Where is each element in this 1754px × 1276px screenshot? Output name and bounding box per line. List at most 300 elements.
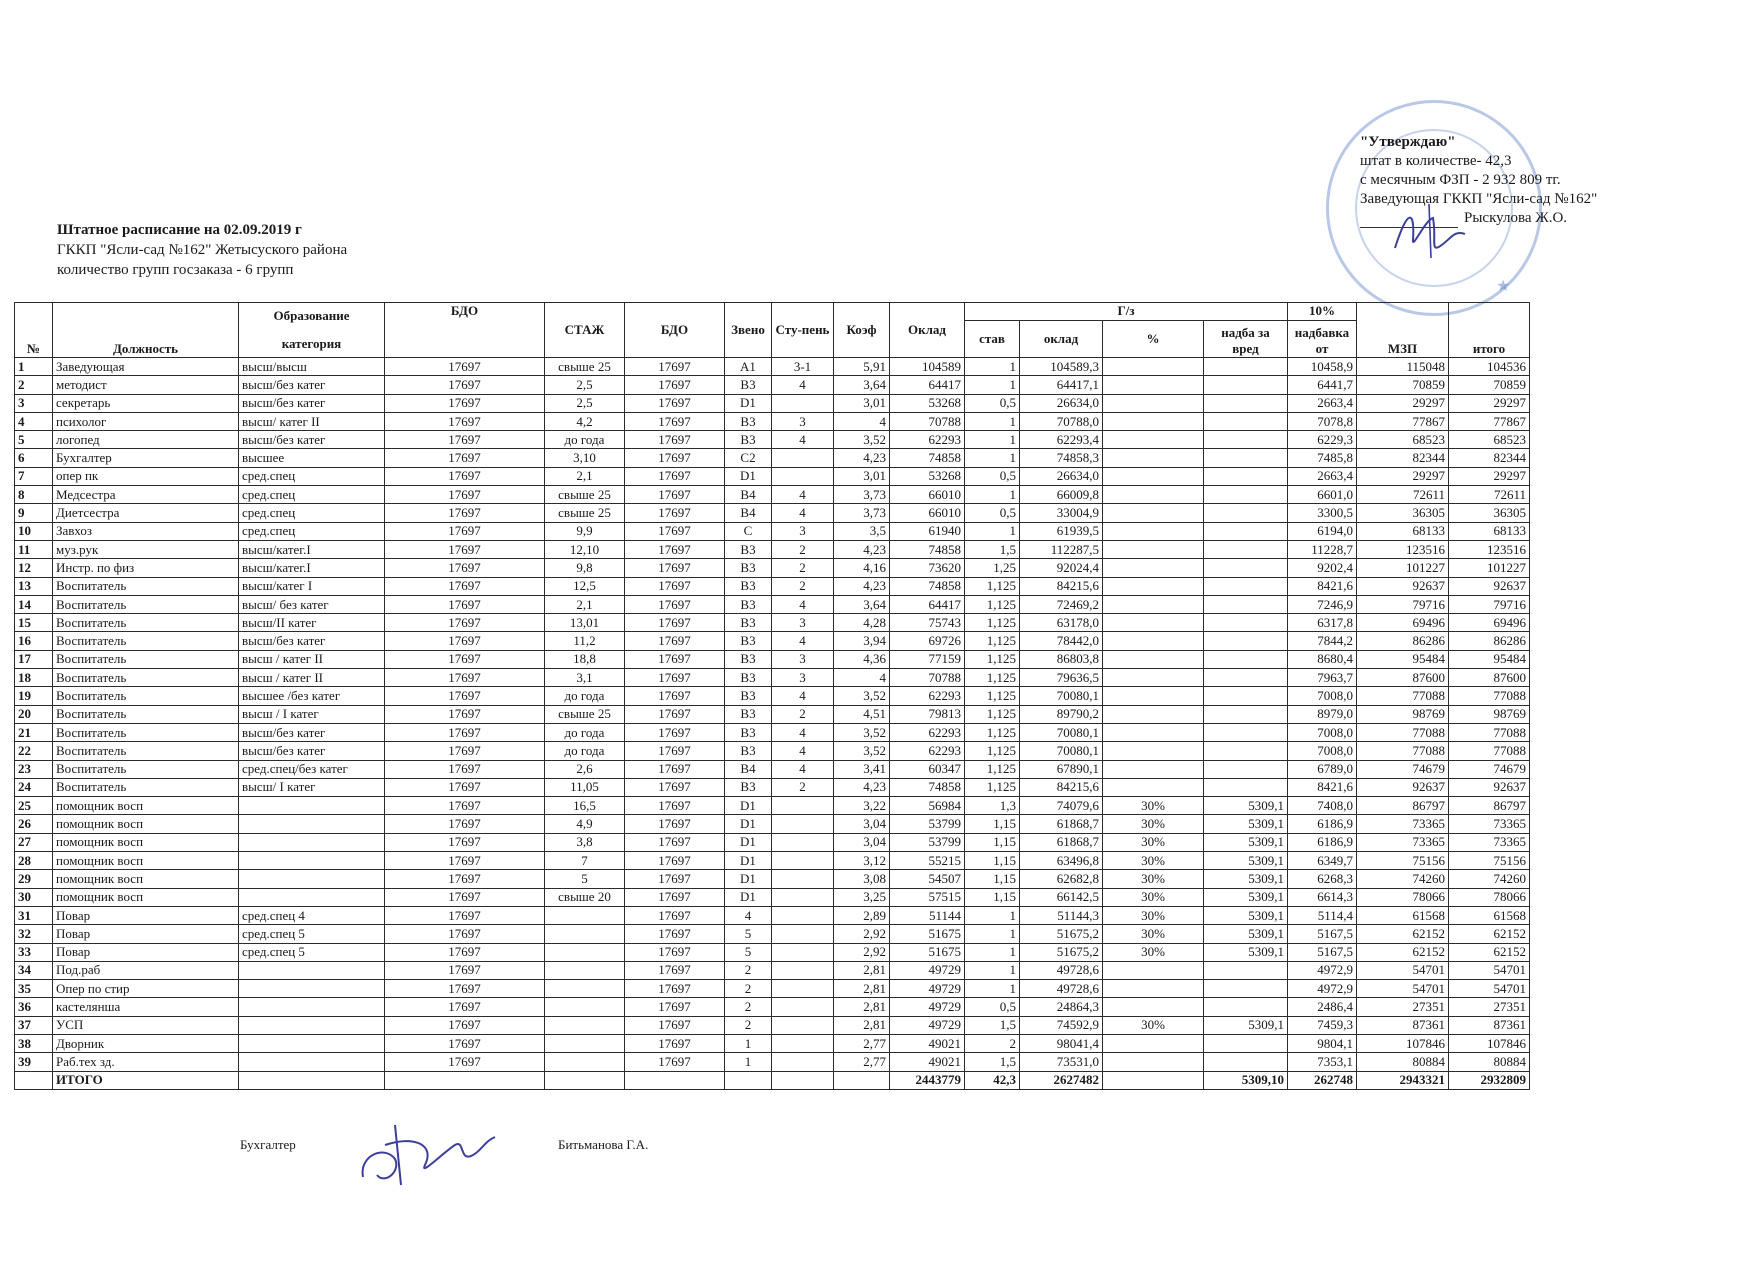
cell-mzp: 92637 — [1357, 577, 1449, 595]
cell-stazh: 11,05 — [545, 778, 625, 796]
cell-bdo: 17697 — [385, 888, 545, 906]
table-row — [15, 449, 1530, 467]
cell-oklad2: 61939,5 — [1020, 522, 1103, 540]
cell-bonus: 9804,1 — [1288, 1034, 1357, 1052]
cell-education — [239, 998, 385, 1016]
cell-oklad: 74858 — [890, 577, 965, 595]
cell-stav: 1 — [965, 449, 1020, 467]
header-category-label: категория — [281, 336, 342, 351]
table-row — [15, 925, 1530, 943]
cell-bdo2: 17697 — [625, 522, 725, 540]
cell-oklad2: 62293,4 — [1020, 431, 1103, 449]
cell-education: сред.спец — [239, 486, 385, 504]
cell-oklad2: 73531,0 — [1020, 1053, 1103, 1071]
table-row — [15, 687, 1530, 705]
cell-nadba — [1204, 1053, 1288, 1071]
cell-position: Инстр. по физ — [53, 559, 239, 577]
cell-position: Раб.тех зд. — [53, 1053, 239, 1071]
table-row — [15, 778, 1530, 796]
cell-stav: 1,15 — [965, 833, 1020, 851]
cell-oklad: 51144 — [890, 906, 965, 924]
header-mzp: МЗП — [1357, 303, 1449, 358]
cell-stupen — [772, 925, 834, 943]
cell-percent — [1103, 412, 1204, 430]
cell-nadba — [1204, 394, 1288, 412]
cell-koef: 3,52 — [834, 431, 890, 449]
cell-num: 13 — [15, 577, 53, 595]
cell-mzp: 80884 — [1357, 1053, 1449, 1071]
cell-percent: 30% — [1103, 943, 1204, 961]
cell-stazh: 2,6 — [545, 760, 625, 778]
cell-itogo: 36305 — [1449, 504, 1530, 522]
cell-itogo: 98769 — [1449, 705, 1530, 723]
cell-zveno: B3 — [725, 412, 772, 430]
cell-education: высш/ без катег — [239, 595, 385, 613]
groups-count: количество групп госзаказа - 6 групп — [57, 262, 294, 278]
cell-itogo: 107846 — [1449, 1034, 1530, 1052]
cell-zveno: B3 — [725, 705, 772, 723]
cell-nadba — [1204, 522, 1288, 540]
cell-stupen — [772, 449, 834, 467]
cell-koef: 4,16 — [834, 559, 890, 577]
total-bonus: 262748 — [1288, 1071, 1357, 1089]
cell-stazh: 3,10 — [545, 449, 625, 467]
cell-bdo: 17697 — [385, 632, 545, 650]
cell-percent: 30% — [1103, 906, 1204, 924]
cell-mzp: 29297 — [1357, 467, 1449, 485]
cell-bonus: 7844,2 — [1288, 632, 1357, 650]
cell-stazh: до года — [545, 431, 625, 449]
cell-bdo2: 17697 — [625, 577, 725, 595]
cell-bdo2: 17697 — [625, 632, 725, 650]
cell-stav: 1,15 — [965, 852, 1020, 870]
table-row — [15, 394, 1530, 412]
cell-oklad: 62293 — [890, 431, 965, 449]
cell-koef: 3,08 — [834, 870, 890, 888]
cell-bdo2: 17697 — [625, 815, 725, 833]
cell-stupen — [772, 980, 834, 998]
staff-table — [14, 302, 1530, 1090]
cell-position: Завхоз — [53, 522, 239, 540]
cell-position: Воспитатель — [53, 723, 239, 741]
cell-bdo: 17697 — [385, 486, 545, 504]
cell-zveno: C — [725, 522, 772, 540]
cell-zveno: B3 — [725, 723, 772, 741]
cell-oklad: 62293 — [890, 742, 965, 760]
cell-stupen — [772, 1016, 834, 1034]
cell-nadba — [1204, 961, 1288, 979]
cell-stav: 1,125 — [965, 705, 1020, 723]
cell-position: методист — [53, 376, 239, 394]
cell-education — [239, 961, 385, 979]
cell-stupen: 4 — [772, 504, 834, 522]
cell-stupen — [772, 961, 834, 979]
cell-education — [239, 1016, 385, 1034]
cell-nadba: 5309,1 — [1204, 833, 1288, 851]
cell-oklad2: 84215,6 — [1020, 778, 1103, 796]
cell-stazh: 2,1 — [545, 467, 625, 485]
cell-stav: 1,125 — [965, 650, 1020, 668]
cell-bonus: 6229,3 — [1288, 431, 1357, 449]
cell-nadba: 5309,1 — [1204, 906, 1288, 924]
cell-education — [239, 980, 385, 998]
cell-nadba: 5309,1 — [1204, 815, 1288, 833]
total-oklad-2: 2627482 — [1020, 1071, 1103, 1089]
cell-itogo: 82344 — [1449, 449, 1530, 467]
cell-stupen — [772, 998, 834, 1016]
cell-bonus: 4972,9 — [1288, 980, 1357, 998]
cell-num: 34 — [15, 961, 53, 979]
cell-stupen: 4 — [772, 723, 834, 741]
cell-itogo: 62152 — [1449, 925, 1530, 943]
cell-bonus: 6186,9 — [1288, 833, 1357, 851]
cell-zveno: D1 — [725, 852, 772, 870]
cell-koef: 4,36 — [834, 650, 890, 668]
cell-koef: 3,73 — [834, 486, 890, 504]
cell-num: 36 — [15, 998, 53, 1016]
cell-itogo: 87361 — [1449, 1016, 1530, 1034]
cell-itogo: 70859 — [1449, 376, 1530, 394]
cell-num: 7 — [15, 467, 53, 485]
cell-stazh: 2,5 — [545, 394, 625, 412]
cell-stav: 1 — [965, 358, 1020, 376]
cell-percent — [1103, 705, 1204, 723]
cell-percent — [1103, 742, 1204, 760]
cell-stav: 1 — [965, 486, 1020, 504]
cell-koef: 2,89 — [834, 906, 890, 924]
cell-stazh: 2,5 — [545, 376, 625, 394]
cell-zveno: B3 — [725, 669, 772, 687]
cell-stupen: 3-1 — [772, 358, 834, 376]
cell-bonus: 7459,3 — [1288, 1016, 1357, 1034]
cell-nadba — [1204, 760, 1288, 778]
cell-koef: 2,77 — [834, 1053, 890, 1071]
cell-bonus: 6441,7 — [1288, 376, 1357, 394]
cell-oklad: 49729 — [890, 980, 965, 998]
cell-education: высш/высш — [239, 358, 385, 376]
cell-stav: 0,5 — [965, 394, 1020, 412]
cell-bdo: 17697 — [385, 358, 545, 376]
total-nadba: 5309,10 — [1204, 1071, 1288, 1089]
document-title: Штатное расписание на 02.09.2019 г — [57, 222, 302, 238]
cell-oklad: 49729 — [890, 961, 965, 979]
cell-num: 9 — [15, 504, 53, 522]
cell-nadba — [1204, 778, 1288, 796]
cell-oklad2: 63178,0 — [1020, 614, 1103, 632]
cell-bdo: 17697 — [385, 540, 545, 558]
cell-zveno: B4 — [725, 486, 772, 504]
cell-bonus: 4972,9 — [1288, 961, 1357, 979]
cell-oklad2: 74079,6 — [1020, 797, 1103, 815]
cell-koef: 3,25 — [834, 888, 890, 906]
header-koef: Коэф — [834, 303, 890, 358]
cell-mzp: 98769 — [1357, 705, 1449, 723]
cell-percent: 30% — [1103, 870, 1204, 888]
cell-oklad: 64417 — [890, 376, 965, 394]
cell-bonus: 8979,0 — [1288, 705, 1357, 723]
cell-percent: 30% — [1103, 1016, 1204, 1034]
header-oklad-2: оклад — [1020, 321, 1103, 358]
cell-bonus: 6186,9 — [1288, 815, 1357, 833]
cell-koef: 3,64 — [834, 595, 890, 613]
cell-num: 8 — [15, 486, 53, 504]
header-bdo-2: БДО — [625, 303, 725, 358]
cell-oklad2: 24864,3 — [1020, 998, 1103, 1016]
cell-percent — [1103, 650, 1204, 668]
header-num: № — [15, 303, 53, 358]
cell-mzp: 79716 — [1357, 595, 1449, 613]
cell-bdo2: 17697 — [625, 1053, 725, 1071]
cell-percent — [1103, 632, 1204, 650]
total-label: ИТОГО — [53, 1071, 239, 1089]
cell-koef: 2,81 — [834, 961, 890, 979]
cell-position: Воспитатель — [53, 778, 239, 796]
table-row — [15, 669, 1530, 687]
cell-koef: 3,04 — [834, 815, 890, 833]
cell-mzp: 62152 — [1357, 943, 1449, 961]
approval-payroll: с месячным ФЗП - 2 932 809 тг. — [1360, 172, 1561, 188]
cell-percent — [1103, 778, 1204, 796]
cell-oklad: 53268 — [890, 394, 965, 412]
cell-itogo: 104536 — [1449, 358, 1530, 376]
cell-num: 16 — [15, 632, 53, 650]
cell-stazh — [545, 1034, 625, 1052]
table-row — [15, 998, 1530, 1016]
cell-education — [239, 888, 385, 906]
cell-bonus: 6789,0 — [1288, 760, 1357, 778]
cell-education: высш/без катег — [239, 376, 385, 394]
cell-bonus: 2663,4 — [1288, 467, 1357, 485]
cell-bdo2: 17697 — [625, 1016, 725, 1034]
cell-stazh: 9,9 — [545, 522, 625, 540]
cell-percent — [1103, 577, 1204, 595]
table-row — [15, 632, 1530, 650]
cell-bdo2: 17697 — [625, 449, 725, 467]
table-row — [15, 870, 1530, 888]
cell-oklad: 54507 — [890, 870, 965, 888]
cell-bdo: 17697 — [385, 797, 545, 815]
cell-bdo2: 17697 — [625, 705, 725, 723]
cell-num: 39 — [15, 1053, 53, 1071]
cell-zveno: 2 — [725, 961, 772, 979]
cell-mzp: 68133 — [1357, 522, 1449, 540]
header-zveno: Звено — [725, 303, 772, 358]
cell-stav: 1,125 — [965, 742, 1020, 760]
cell-bdo2: 17697 — [625, 778, 725, 796]
cell-itogo: 62152 — [1449, 943, 1530, 961]
cell-itogo: 54701 — [1449, 980, 1530, 998]
cell-num: 28 — [15, 852, 53, 870]
cell-oklad2: 66142,5 — [1020, 888, 1103, 906]
cell-koef: 3,01 — [834, 467, 890, 485]
cell-nadba — [1204, 980, 1288, 998]
cell-nadba — [1204, 504, 1288, 522]
cell-koef: 5,91 — [834, 358, 890, 376]
cell-zveno: B3 — [725, 632, 772, 650]
cell-oklad2: 112287,5 — [1020, 540, 1103, 558]
cell-oklad: 70788 — [890, 412, 965, 430]
cell-stav: 1,5 — [965, 1053, 1020, 1071]
cell-itogo: 86286 — [1449, 632, 1530, 650]
cell-stav: 1,125 — [965, 577, 1020, 595]
cell-zveno: 5 — [725, 943, 772, 961]
cell-bdo: 17697 — [385, 394, 545, 412]
cell-education: высш/катег.I — [239, 540, 385, 558]
cell-koef: 3,64 — [834, 376, 890, 394]
cell-itogo: 27351 — [1449, 998, 1530, 1016]
cell-num: 14 — [15, 595, 53, 613]
cell-oklad: 55215 — [890, 852, 965, 870]
table-row — [15, 1053, 1530, 1071]
cell-oklad2: 51675,2 — [1020, 925, 1103, 943]
cell-oklad2: 70080,1 — [1020, 723, 1103, 741]
cell-stupen: 2 — [772, 577, 834, 595]
header-bonus-percent: 10% — [1288, 303, 1357, 321]
staff-table-total — [15, 1071, 1530, 1089]
cell-oklad: 53799 — [890, 833, 965, 851]
cell-bonus: 2663,4 — [1288, 394, 1357, 412]
cell-bdo: 17697 — [385, 431, 545, 449]
cell-koef: 3,01 — [834, 394, 890, 412]
cell-stupen: 4 — [772, 486, 834, 504]
cell-bonus: 7246,9 — [1288, 595, 1357, 613]
cell-stazh: 3,1 — [545, 669, 625, 687]
cell-stav: 1,125 — [965, 687, 1020, 705]
cell-oklad2: 67890,1 — [1020, 760, 1103, 778]
cell-bonus: 3300,5 — [1288, 504, 1357, 522]
cell-oklad: 49729 — [890, 1016, 965, 1034]
cell-percent — [1103, 486, 1204, 504]
cell-education: сред.спец — [239, 504, 385, 522]
cell-mzp: 61568 — [1357, 906, 1449, 924]
cell-bonus: 6268,3 — [1288, 870, 1357, 888]
cell-bdo2: 17697 — [625, 723, 725, 741]
table-row — [15, 742, 1530, 760]
cell-koef: 3,94 — [834, 632, 890, 650]
cell-stav: 0,5 — [965, 504, 1020, 522]
cell-bdo: 17697 — [385, 778, 545, 796]
cell-bdo: 17697 — [385, 925, 545, 943]
cell-stupen: 4 — [772, 431, 834, 449]
cell-oklad: 66010 — [890, 486, 965, 504]
cell-nadba: 5309,1 — [1204, 1016, 1288, 1034]
cell-stazh: 4,2 — [545, 412, 625, 430]
cell-oklad2: 70080,1 — [1020, 687, 1103, 705]
cell-stazh: 12,5 — [545, 577, 625, 595]
cell-koef: 3,52 — [834, 723, 890, 741]
cell-num: 38 — [15, 1034, 53, 1052]
cell-oklad2: 70788,0 — [1020, 412, 1103, 430]
cell-num: 1 — [15, 358, 53, 376]
table-row — [15, 723, 1530, 741]
cell-bdo: 17697 — [385, 595, 545, 613]
cell-koef: 4,23 — [834, 449, 890, 467]
cell-oklad2: 86803,8 — [1020, 650, 1103, 668]
cell-stupen — [772, 467, 834, 485]
header-itogo: итого — [1449, 303, 1530, 358]
cell-itogo: 77088 — [1449, 723, 1530, 741]
cell-oklad: 69726 — [890, 632, 965, 650]
cell-num: 29 — [15, 870, 53, 888]
cell-num: 11 — [15, 540, 53, 558]
cell-num: 25 — [15, 797, 53, 815]
cell-bonus: 7353,1 — [1288, 1053, 1357, 1071]
cell-mzp: 101227 — [1357, 559, 1449, 577]
cell-koef: 3,73 — [834, 504, 890, 522]
cell-itogo: 69496 — [1449, 614, 1530, 632]
cell-stav: 1 — [965, 522, 1020, 540]
cell-position: Воспитатель — [53, 632, 239, 650]
table-row — [15, 540, 1530, 558]
cell-stupen — [772, 833, 834, 851]
cell-bdo2: 17697 — [625, 980, 725, 998]
cell-zveno: B3 — [725, 595, 772, 613]
cell-itogo: 77088 — [1449, 687, 1530, 705]
cell-percent: 30% — [1103, 925, 1204, 943]
approval-title: "Утверждаю" — [1360, 134, 1456, 150]
cell-position: Воспитатель — [53, 669, 239, 687]
cell-zveno: 5 — [725, 925, 772, 943]
cell-stupen: 3 — [772, 650, 834, 668]
cell-nadba: 5309,1 — [1204, 797, 1288, 815]
cell-koef: 4,23 — [834, 577, 890, 595]
cell-stav: 1 — [965, 376, 1020, 394]
table-row — [15, 412, 1530, 430]
cell-education: высш/II катег — [239, 614, 385, 632]
cell-stazh: 2,1 — [545, 595, 625, 613]
cell-bdo2: 17697 — [625, 925, 725, 943]
cell-zveno: 2 — [725, 980, 772, 998]
header-stazh: СТАЖ — [545, 303, 625, 358]
table-row — [15, 980, 1530, 998]
cell-bdo: 17697 — [385, 852, 545, 870]
cell-bdo: 17697 — [385, 998, 545, 1016]
cell-nadba — [1204, 998, 1288, 1016]
cell-nadba — [1204, 632, 1288, 650]
cell-bdo2: 17697 — [625, 559, 725, 577]
cell-oklad2: 74858,3 — [1020, 449, 1103, 467]
cell-mzp: 77088 — [1357, 723, 1449, 741]
cell-stav: 1,5 — [965, 540, 1020, 558]
cell-bdo: 17697 — [385, 669, 545, 687]
cell-zveno: D1 — [725, 870, 772, 888]
cell-oklad2: 26634,0 — [1020, 394, 1103, 412]
cell-nadba — [1204, 723, 1288, 741]
cell-mzp: 77088 — [1357, 742, 1449, 760]
cell-stav: 1,15 — [965, 815, 1020, 833]
cell-oklad2: 26634,0 — [1020, 467, 1103, 485]
cell-bdo: 17697 — [385, 906, 545, 924]
cell-mzp: 87361 — [1357, 1016, 1449, 1034]
cell-position: опер пк — [53, 467, 239, 485]
cell-itogo: 75156 — [1449, 852, 1530, 870]
cell-stav: 1 — [965, 980, 1020, 998]
cell-stav: 1,125 — [965, 760, 1020, 778]
cell-position: Повар — [53, 925, 239, 943]
cell-bonus: 9202,4 — [1288, 559, 1357, 577]
cell-bdo: 17697 — [385, 705, 545, 723]
cell-mzp: 77088 — [1357, 687, 1449, 705]
cell-stupen: 4 — [772, 595, 834, 613]
cell-zveno: 2 — [725, 998, 772, 1016]
stamp-star-icon: ★ — [1496, 278, 1511, 295]
cell-bdo2: 17697 — [625, 669, 725, 687]
approval-director: Заведующая ГККП "Ясли-сад №162" — [1360, 191, 1598, 207]
cell-mzp: 107846 — [1357, 1034, 1449, 1052]
cell-position: Воспитатель — [53, 687, 239, 705]
cell-mzp: 86797 — [1357, 797, 1449, 815]
cell-mzp: 29297 — [1357, 394, 1449, 412]
